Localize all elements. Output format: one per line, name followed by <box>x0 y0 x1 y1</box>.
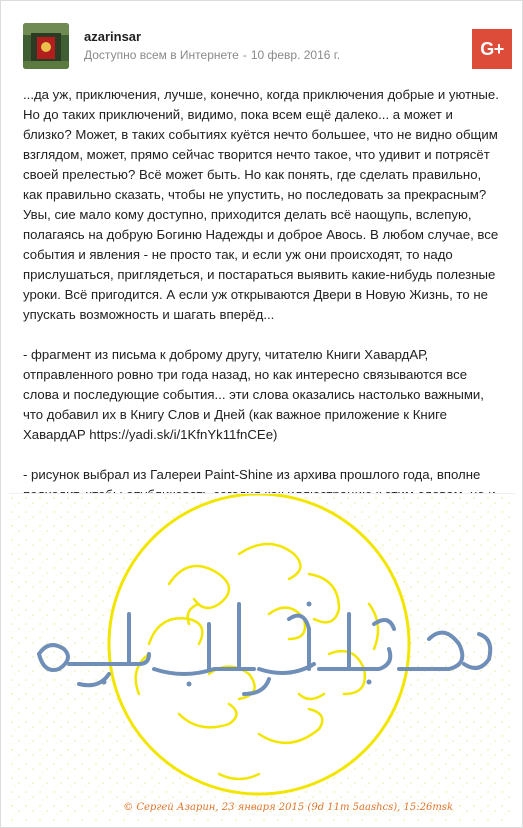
post-meta <box>84 48 340 62</box>
post-paragraph: - фрагмент из письма к доброму другу, читателю Книги ХавардАР, отправленного ровно три года назад, но как интересно связываются все слова и последующие события... эти слова оказались настолько важными, что добавил их в Книгу Слов и Дней (как важное приложение к Книге ХавардАР https://yadi.sk/i/1KfnYk11fnCEe) <box>23 347 484 442</box>
image-caption: © Сергей Азарин, 23 января 2015 (9d 11m 5aashcs), 15:26msk <box>123 802 453 813</box>
post-paragraph: - рисунок выбрал из Галереи Paint-Shine из архива прошлого года, вполне <box>23 467 481 482</box>
post-body <box>23 85 501 545</box>
post-image[interactable] <box>9 493 515 823</box>
post-paragraph: ...да уж, приключения, лучше, конечно, когда приключения добрые и уютные. Но до таких приключений, видимо, пока всем ещё далеко... а может и близко? Может, в таких событиях куётся нечто большее, что не видно общим взглядом, может, прямо сейчас творится нечто такое, что удивит и потрясёт своей прелестью? Всё может быть. Но как понять, где сделать правильно, как правильно сказать, чтобы не упустить, но последовать за прекрасным? Увы, сие мало кому доступно, приходится делать всё наощупь, вслепую, полагаясь на добрую Богиню Надежды и доброе Авось. В любом случае, все события и явления - не просто так, и если уж они происходят, то надо прислушаться, приглядеться, и постараться выявить какие-нибудь полезные уроки. Всё пригодится. А если уж открываются Двери в Новую Жизнь, то не упускать возможность и шагать вперёд... <box>23 87 499 322</box>
post-header <box>23 23 522 71</box>
avatar[interactable] <box>23 23 69 69</box>
meta-separator: - <box>242 48 247 62</box>
post-date[interactable]: 10 февр. 2016 г. <box>250 48 341 62</box>
artwork-illustration <box>9 494 515 823</box>
author-name[interactable]: azarinsar <box>84 29 142 44</box>
visibility-label: Доступно всем в Интернете <box>84 48 239 62</box>
google-plus-icon[interactable]: G+ <box>472 29 512 69</box>
